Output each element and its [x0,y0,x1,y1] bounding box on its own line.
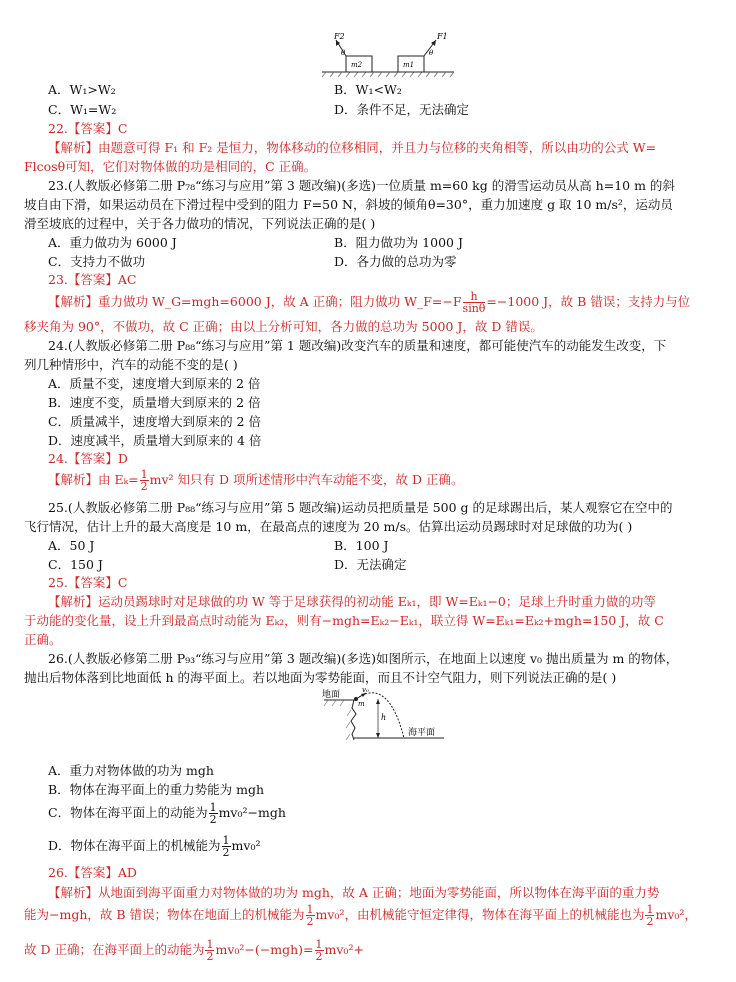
force-diagram-figure [318,30,458,78]
label-theta-right: θ [429,49,434,57]
q26-option-c-fraction-num: 1 [209,801,217,814]
q26-option-c-fraction-den: 2 [209,813,217,826]
q23-fraction [463,291,486,314]
q23-analysis-part-a: 【解析】重力做功 W_G=mgh=6000 J，故 A 正确；阻力做功 W_F=−F [48,294,462,309]
fig-label-m: m [358,700,365,708]
q26-option-d-fraction-num: 1 [222,834,230,847]
label-theta-left: θ [341,49,346,57]
q26-analysis-line3-part-c: mv₀²+ [324,942,364,957]
q26-analysis-line2-part-c: mv₀²， [655,907,697,922]
q24-fraction-den: 2 [140,480,148,493]
q24-analysis-part-b: mv² 知只有 D 项所述情形中汽车动能不变，故 D 正确。 [149,472,464,487]
q26-analysis-line2-part-b: mv₀²，由机械能守恒定律得，物体在海平面上的机械能也为 [315,907,645,922]
q23-answer: 23.【答案】AC [48,272,137,287]
q24-stem-line1: 24.(人教版必修第二册 P₈₈“练习与应用”第 1 题改编)改变汽车的质量和速度，都可能使汽车的动能发生改变，下 [48,338,667,353]
q26-analysis-line3-fraction-1 [205,939,214,962]
q22-analysis-line2: Flcosθ可知，它们对物体做的功是相同的，C 正确。 [24,159,317,174]
q26-analysis-line2-fraction-2 [645,904,654,927]
fig-label-h: h [381,713,387,722]
q26-option-c [48,801,286,825]
q24-option-d: D．速度减半，质量增大到原来的 4 倍 [48,433,262,448]
q23-option-d: D．各力做的总功为零 [334,254,457,269]
q25-option-d: D．无法确定 [334,557,407,572]
q26-answer: 26.【答案】AD [48,865,137,880]
q26-option-d-part-a: D．物体在海平面上的机械能为 [48,838,221,853]
q26-analysis-line3 [24,938,364,962]
q26-option-d-part-b: mv₀² [231,838,261,853]
q23-analysis-part-b: =−1000 J，故 B 错误；支持力与位 [486,294,691,309]
q23-stem-line1: 23.(人教版必修第二册 P₇₈“练习与应用”第 3 题改编)(多选)一位质量 m=60 kg 的滑雪运动员从高 h=10 m 的斜 [48,178,675,193]
q26-stem-line1: 26.(人教版必修第二册 P₉₃“练习与应用”第 3 题改编)(多选)如图所示，在地面上以速度 v₀ 抛出质量为 m 的物体， [48,651,679,666]
q22-answer: 22.【答案】C [48,121,128,136]
q23-option-c: C．支持力不做功 [48,254,146,269]
q24-fraction [140,469,149,492]
fig-label-sea-level: 海平面 [408,728,436,738]
q23-stem-line2: 坡自由下滑，如果运动员在下滑过程中受到的阻力 F=50 N，斜坡的倾角θ=30°，重力加速度 g 取 10 m/s²，运动员 [24,197,673,212]
q26-option-a: A．重力对物体做的功为 mgh [48,763,214,778]
q26-analysis-line3-fraction-2-den: 2 [315,950,323,963]
projectile-cliff-figure [318,688,448,750]
q25-option-a: A．50 J [48,538,95,553]
q26-option-b: B．物体在海平面上的重力势能为 mgh [48,782,265,797]
q21-option-a: A．W₁>W₂ [48,82,116,97]
q26-analysis-line3-part-b: mv₀²−(−mgh)= [215,942,314,957]
fig-label-ground: 地面 [322,690,341,700]
q26-analysis-line2-fraction-2-num: 1 [646,903,654,916]
q26-option-d-fraction-den: 2 [222,846,230,859]
q23-fraction-num: h [463,291,486,303]
q25-answer: 25.【答案】C [48,575,128,590]
q26-analysis-line2-fraction-1-num: 1 [306,903,314,916]
q24-answer: 24.【答案】D [48,451,128,466]
q25-analysis-line3: 正确。 [24,632,62,647]
q23-fraction-den: sinθ [462,302,486,315]
q25-stem-line1: 25.(人教版必修第二册 P₈₈“练习与应用”第 5 题改编)运动员把质量是 500 g 的足球踢出后，某人观察它在空中的 [48,500,673,515]
q23-option-b: B．阻力做功为 1000 J [334,235,463,250]
q24-option-b: B．速度不变，质量增大到原来的 2 倍 [48,395,261,410]
q26-analysis-line3-part-a: 故 D 正确；在海平面上的动能为 [24,942,205,957]
q24-option-a: A．质量不变，速度增大到原来的 2 倍 [48,376,261,391]
q26-option-d [48,834,260,858]
q24-analysis-part-a: 【解析】由 Eₖ= [48,472,139,487]
fig-label-v0: v₀ [362,688,369,694]
label-f2: F2 [334,32,345,41]
q26-analysis-line2 [24,903,697,927]
q26-analysis-line2-fraction-2-den: 2 [646,915,654,928]
q24-stem-line2: 列几种情形中，汽车的动能不变的是( ) [24,357,238,372]
q24-option-c: C．质量减半，速度增大到原来的 2 倍 [48,414,261,429]
q23-option-a: A．重力做功为 6000 J [48,235,177,250]
q26-option-c-fraction [209,802,218,825]
q26-option-c-part-a: C．物体在海平面上的动能为 [48,805,208,820]
q26-option-d-fraction [222,835,231,858]
q26-analysis-line3-fraction-2-num: 1 [315,938,323,951]
q26-analysis-line3-fraction-1-num: 1 [206,938,214,951]
q22-analysis-line1: 【解析】由题意可得 F₁ 和 F₂ 是恒力，物体移动的位移相同，并且力与位移的夹角相等，所以由功的公式 W= [48,140,657,155]
q26-stem-line2: 抛出后物体落到比地面低 h 的海平面上。若以地面为零势能面，而且不计空气阻力，则下列说法正确的是( ) [24,670,617,685]
q26-analysis-line1: 【解析】从地面到海平面重力对物体做的功为 mgh，故 A 正确；地面为零势能面，所以物体在海平面的重力势 [48,885,660,900]
q21-option-b: B．W₁<W₂ [334,82,402,97]
q21-option-c: C．W₁=W₂ [48,102,117,117]
q25-analysis-line2: 于动能的变化量，设上升到最高点时动能为 Eₖ₂，则有−mgh=Eₖ₂−Eₖ₁，联立得 W=Eₖ₁=Eₖ₂+mgh=150 J，故 C [24,613,664,628]
q23-stem-line3: 滑至坡底的过程中，关于各力做功的情况，下列说法正确的是( ) [24,216,376,231]
q25-option-c: C．150 J [48,557,103,572]
q24-fraction-num: 1 [140,468,148,481]
q26-analysis-line3-fraction-1-den: 2 [206,950,214,963]
q23-analysis-line1 [48,290,690,314]
q21-option-d: D．条件不足，无法确定 [334,102,470,117]
q26-analysis-line3-fraction-2 [315,939,324,962]
q26-analysis-line2-part-a: 能为−mgh，故 B 错误；物体在地面上的机械能为 [24,907,305,922]
q25-option-b: B．100 J [334,538,389,553]
q24-analysis [48,468,463,492]
label-m2: m2 [351,61,363,69]
label-m1: m1 [403,61,415,69]
label-f1: F1 [437,32,448,41]
q25-stem-line2: 飞行情况，估计上升的最大高度是 10 m，在最高点的速度为 20 m/s。估算出运动员踢球时对足球做的功为( ) [24,519,633,534]
q26-analysis-line2-fraction-1 [306,904,315,927]
q26-option-c-part-b: mv₀²−mgh [218,805,286,820]
q25-analysis-line1: 【解析】运动员踢球时对足球做的功 W 等于足球获得的初动能 Eₖ₁，即 W=Eₖ₁−0；足球上升时重力做的功等 [48,594,656,609]
q23-analysis-line2: 移夹角为 90°，不做功，故 C 正确；由以上分析可知，各力做的总功为 5000 J，故 D 错误。 [24,319,543,334]
q26-analysis-line2-fraction-1-den: 2 [306,915,314,928]
